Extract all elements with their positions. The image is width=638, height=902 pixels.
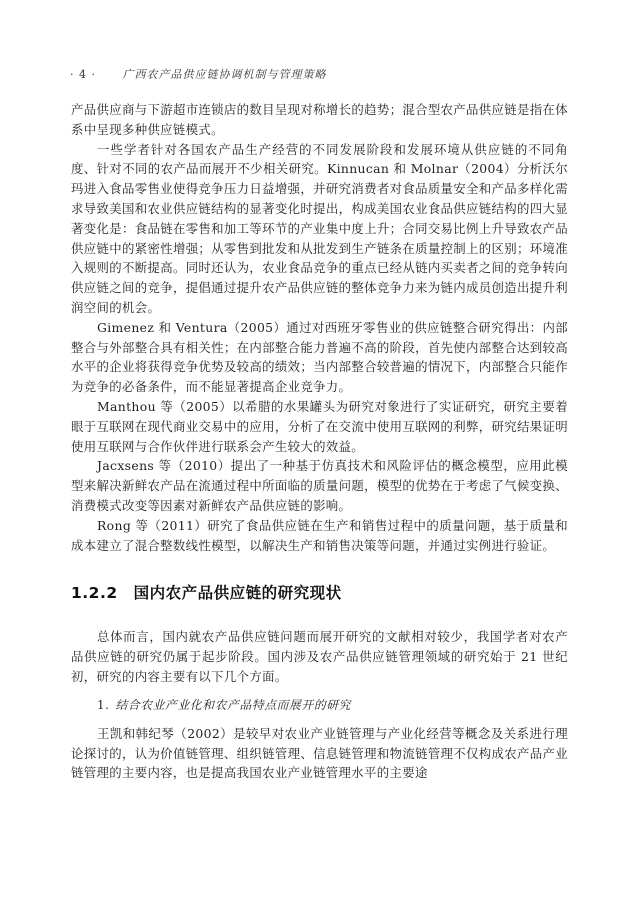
subheading-text: 结合农业产业化和农产品特点而展开的研究 (115, 697, 352, 712)
paragraph-rong: Rong 等（2011）研究了食品供应链在生产和销售过程中的质量问题，基于质量和成本建立了混合整数线性模型，以解决生产和销售决策等问题，并通过实例进行验证。 (71, 517, 568, 553)
section-heading (71, 581, 568, 603)
section-title: 国内农产品供应链的研究现状 (133, 584, 342, 603)
paragraph-wang-han: 王凯和韩纪琴（2002）是较早对农业产业链管理与产业化经营等概念及关系进行理论探讨的，认为价值链管理、组织链管理、信息链管理和物流链管理不仅构成农产品产业链管理的主要内容，也是提高我国农业产业链管理水平的主要途 (71, 725, 568, 781)
page-body (71, 100, 568, 783)
paragraph-gimenez-ventura: Gimenez 和 Ventura（2005）通过对西班牙零售业的供应链整合研究得出：内部整合与外部整合具有相关性；在内部整合能力普遍不高的阶段，首先使内部整合达到较高水平的企业将获得竞争优势及较高的绩效；当内部整合较普遍的情况下，内部整合只能作为竞争的必备条件，而不能显著提高企业竞争力。 (71, 319, 568, 395)
subheading (97, 696, 568, 713)
paragraph-continued: 产品供应商与下游超市连锁店的数目呈现对称增长的趋势；混合型农产品供应链是指在体系中呈现多种供应链模式。 (71, 102, 568, 137)
subheading-number: 1. (97, 697, 110, 712)
page-number: · 4 · (70, 68, 96, 81)
book-title: 广西农产品供应链协调机制与管理策略 (122, 68, 327, 81)
paragraph-kinnucan-molnar: 一些学者针对各国农产品生产经营的不同发展阶段和发展环境从供应链的不同角度、针对不同的农产品而展开不少相关研究。Kinnucan 和 Molnar（2004）分析沃尔玛进入食品零售业使得竞争压力日益增强，并研究消费者对食品质量安全和产品多样化需求导致美国和农业供应链结构的显著变化时提出，构成美国农业食品供应链结构的四大显著变化是：食品链在零售和加工等环节的产业集中度上升；合同交易比例上升导致农产品供应链中的紧密性增强；从零售到批发和从批发到生产链条在质量控制上的区别；环境准入规则的不断提高。同时还认为，农业食品竞争的重点已经从链内买卖者之间的竞争转向供应链之间的竞争，提倡通过提升农产品供应链的整体竞争力来为链内成员创造出提升利润空间的机会。 (71, 141, 568, 315)
paragraph-domestic-overview: 总体而言，国内就农产品供应链问题而展开研究的文献相对较少，我国学者对农产品供应链的研究仍属于起步阶段。国内涉及农产品供应链管理领域的研究始于 21 世纪初，研究的内容主要有以下几个方面。 (71, 629, 568, 684)
paragraph-manthou: Manthou 等（2005）以希腊的水果罐头为研究对象进行了实证研究，研究主要着眼于互联网在现代商业交易中的应用，分析了在交流中使用互联网的利弊，研究结果证明使用互联网与合作伙伴进行联系会产生较大的效益。 (71, 398, 568, 454)
section-number: 1.2.2 (71, 584, 118, 603)
paragraph-jacxsens: Jacxsens 等（2010）提出了一种基于仿真技术和风险评估的概念模型，应用此模型来解决新鲜农产品在流通过程中所面临的质量问题，模型的优势在于考虑了气候变换、消费模式改变等因素对新鲜农产品供应链的影响。 (71, 458, 568, 513)
running-header (70, 66, 570, 82)
